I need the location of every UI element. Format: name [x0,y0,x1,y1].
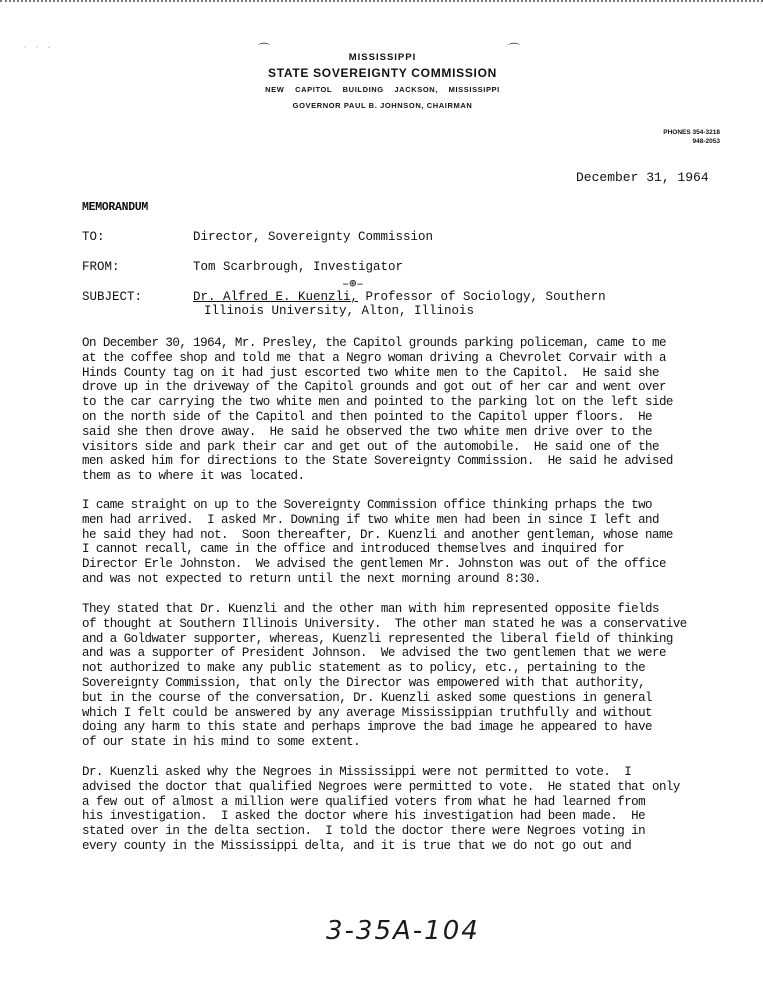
subject-line-1 [193,290,606,304]
to-value: Director, Sovereignty Commission [193,230,434,244]
subject-label: SUBJECT: [82,290,143,304]
top-edge-artifact [0,0,763,6]
subject-name: Dr. Alfred E. Kuenzli, [193,290,359,304]
phone-line-2: 948-2053 [692,138,720,145]
phone-line-1: PHONES 354-3218 [663,129,720,136]
memo-date: December 31, 1964 [576,170,709,185]
paragraph-4: Dr. Kuenzli asked why the Negroes in Mississippi were not permitted to vote. I advised the doctor that qualified Negroes were permitted to vote. He stated that only a few out of almost a million were qualified voters from what he had learned from his investigation. I asked the doctor where his investigation had been made. He stated over in the delta section. I told the doctor there were Negroes voting in every county in the Mississippi delta, and it is true that we do not go out and [82,765,680,853]
subject-line-2: Illinois University, Alton, Illinois [204,304,475,318]
seal-ornament-left: ⌒ [258,42,271,56]
letterhead-chairman: GOVERNOR PAUL B. JOHNSON, CHAIRMAN [292,101,473,110]
handwritten-mark: –⊕– [342,277,364,291]
paragraph-2: I came straight on up to the Sovereignty Commission office thinking prhaps the two men had arrived. I asked Mr. Downing if two white men had been in since I left and he said they had not. Soon thereafter, Dr. Kuenzli and another gentleman, whose name I cannot recall, came in the office and introduced themselves and inquired for Director Erle Johnston. We advised the gentlemen Mr. Johnston was out of the office and was not expected to return until the next morning around 8:30. [82,498,673,586]
subject-title: Professor of Sociology, Southern [358,290,606,304]
letterhead-address [250,85,515,94]
to-label: TO: [82,230,105,244]
letterhead [250,52,515,110]
phone-numbers [630,128,720,146]
handwritten-file-number: 3-35A-104 [326,916,480,946]
memo-heading: MEMORANDUM [82,201,149,214]
seal-ornament-right: ⌒ [508,42,521,56]
letterhead-city: JACKSON, MISSISSIPPI [394,85,500,94]
letterhead-state: MISSISSIPPI [348,52,417,63]
from-value: Tom Scarbrough, Investigator [193,260,404,274]
from-label: FROM: [82,260,120,274]
paragraph-3: They stated that Dr. Kuenzli and the other man with him represented opposite fields of thought at Southern Illinois University. The other man stated he was a conservative and a Goldwater supporter, whereas, Kuenzli represented the liberal field of thinking and was a supporter of President Johnson. We advised the two gentlemen that we were not authorized to make any public statement as to policy, etc., pertaining to the Sovereignty Commission, that only the Director was empowered with that authority, but in the course of the conversation, Dr. Kuenzli asked some questions in general which I felt could be answered by any average Mississippian truthfully and without doing any harm to this state and perhaps improve the bad image he appeared to have of our state in his mind to some extent. [82,602,687,750]
paragraph-1: On December 30, 1964, Mr. Presley, the Capitol grounds parking policeman, came to me at the coffee shop and told me that a Negro woman driving a Chevrolet Corvair with a Hinds County tag on it had just escorted two white men to the Capitol. He said she drove up in the driveway of the Capitol grounds and got out of her car and went over to the car carrying the two white men and pointed to the parking lot on the left side on the north side of the Capitol and then pointed to the Capitol upper floors. He said she then drove away. He said he observed the two white men drive over to the visitors side and park their car and get out of the automobile. He said one of the men asked him for directions to the State Sovereignty Commission. He said he advised them as to where it was located. [82,336,673,484]
letterhead-building: NEW CAPITOL BUILDING [265,85,384,94]
letterhead-commission: STATE SOVEREIGNTY COMMISSION [268,66,497,80]
scan-speck: ˙ ˙ ´ [22,47,53,58]
